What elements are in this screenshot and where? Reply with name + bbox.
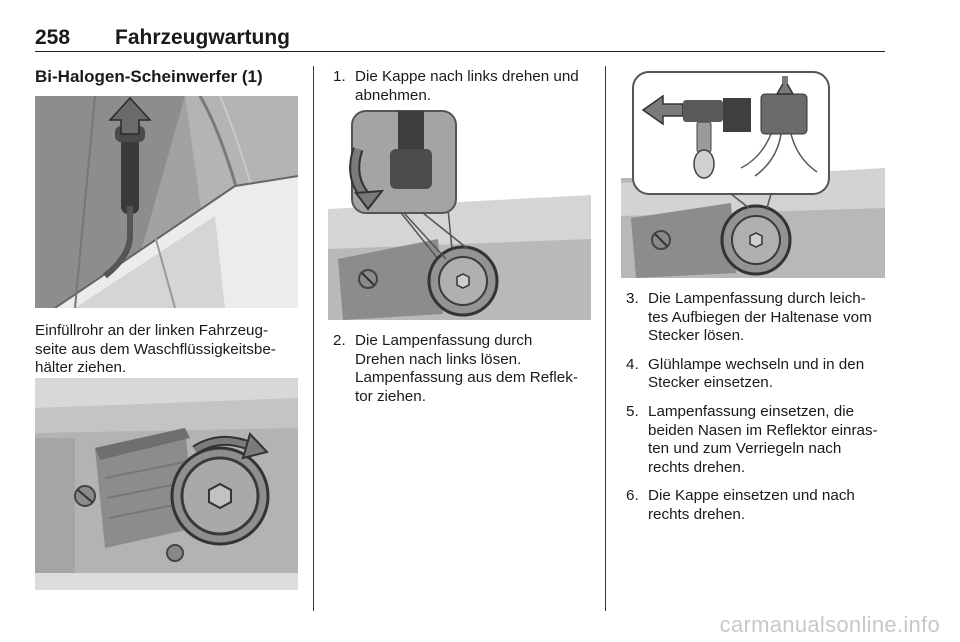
step-item bbox=[626, 487, 888, 524]
page-number: 258 bbox=[35, 26, 71, 49]
step-text: Glühlampe wechseln und in den Stecker einsetzen. bbox=[648, 355, 865, 392]
step-number: 2. bbox=[333, 332, 346, 349]
step-number: 6. bbox=[626, 487, 639, 505]
step-item bbox=[626, 403, 888, 477]
illustration-cap-removal bbox=[328, 109, 591, 320]
step-item bbox=[626, 290, 888, 346]
step-text: Die Lampenfassung durch leich- tes Aufbiegen der Haltenase vom Stecker lösen. bbox=[648, 290, 872, 345]
steps-list-right bbox=[626, 290, 888, 525]
steps-list-middle-2 bbox=[333, 332, 603, 406]
filler-tube-caption: Einfüllrohr an der linken Fahrzeug- seite aus dem Waschflüssigkeitsbe- hälter ziehen. bbox=[35, 322, 276, 376]
step-number: 4. bbox=[626, 355, 639, 373]
chapter-title: Fahrzeugwartung bbox=[115, 26, 291, 49]
step-item bbox=[333, 332, 603, 406]
header-rule bbox=[35, 51, 885, 52]
step-item bbox=[626, 356, 888, 393]
step-text: Lampenfassung einsetzen, die beiden Nasen im Reflektor einras- ten und zum Verriegeln nach rechts drehen. bbox=[648, 402, 878, 476]
page-header bbox=[35, 26, 885, 50]
step-number: 1. bbox=[333, 68, 346, 85]
steps-list-middle bbox=[333, 68, 603, 105]
step-number: 5. bbox=[626, 402, 639, 420]
step-item bbox=[333, 68, 603, 105]
step-number: 3. bbox=[626, 290, 639, 307]
column-divider-2 bbox=[605, 66, 606, 611]
step-text: Die Kappe einsetzen und nach rechts drehen. bbox=[648, 487, 855, 523]
illustration-filler-tube bbox=[35, 96, 298, 308]
illustration-cap-rotate bbox=[35, 378, 298, 590]
section-title: Bi-Halogen-Scheinwerfer (1) bbox=[35, 67, 263, 86]
step-text: Die Kappe nach links drehen und abnehmen. bbox=[355, 68, 579, 104]
step-text: Die Lampenfassung durch Drehen nach links lösen. Lampenfassung aus dem Reflek- tor ziehen. bbox=[355, 332, 578, 405]
illustration-bulb-connector bbox=[621, 68, 885, 278]
column-divider-1 bbox=[313, 66, 314, 611]
watermark-link[interactable]: carmanualsonline.info bbox=[719, 612, 940, 637]
